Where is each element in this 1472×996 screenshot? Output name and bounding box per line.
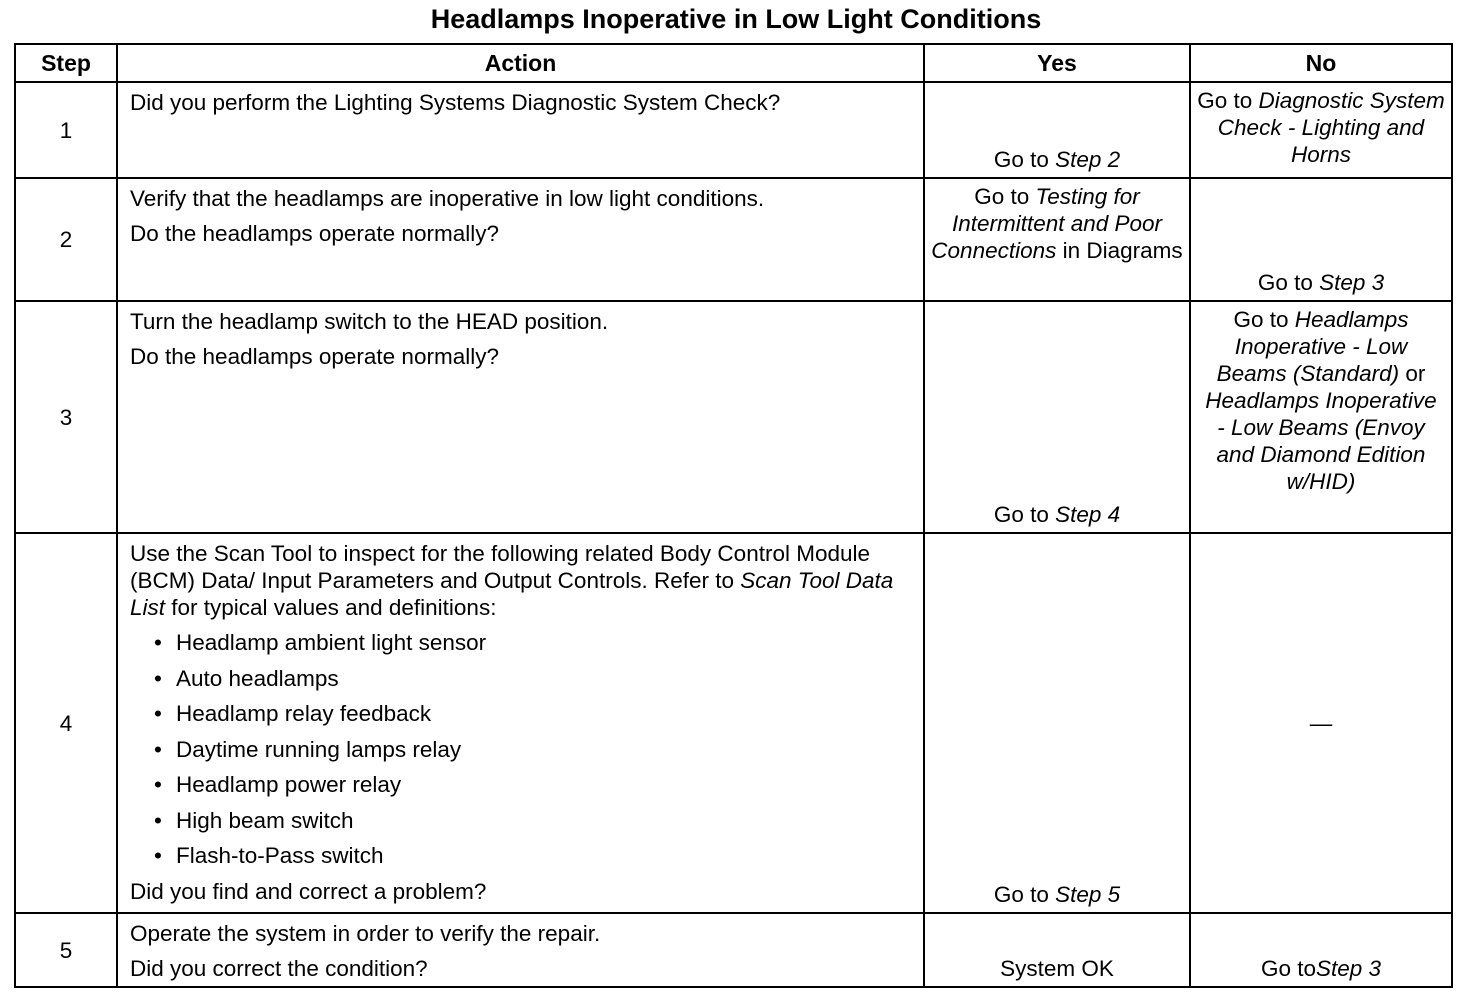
yes-cell <box>924 82 1190 178</box>
action-question: Do the headlamps operate normally? <box>130 344 499 369</box>
no-cell <box>1190 533 1452 913</box>
no-prefix: Go to <box>1257 270 1320 295</box>
action-text-part: Use the Scan Tool to inspect for the following related Body Control Module (BCM) Data/ Input Parameters and Output Controls. Refer to <box>130 541 871 593</box>
action-cell <box>117 82 924 178</box>
header-no: No <box>1190 44 1452 82</box>
yes-cell <box>924 533 1190 913</box>
no-prefix: Go to <box>1197 88 1259 113</box>
action-cell <box>117 533 924 913</box>
no-result <box>1194 306 1448 495</box>
yes-suffix: in Diagrams <box>1056 238 1183 263</box>
action-text-part: for typical values and definitions: <box>165 595 497 620</box>
action-cell <box>117 301 924 533</box>
yes-prefix: Go to <box>993 147 1056 172</box>
no-result <box>1194 955 1448 982</box>
action-question: Did you correct the condition? <box>130 956 428 981</box>
table-row <box>15 533 1452 913</box>
list-item: • Headlamp power relay <box>152 771 911 798</box>
no-cell <box>1190 178 1452 301</box>
no-result: — <box>1309 710 1333 736</box>
step-link[interactable]: Step 3 <box>1319 270 1385 295</box>
action-cell <box>117 913 924 987</box>
action-text: Did you perform the Lighting Systems Diagnostic System Check? <box>130 90 781 115</box>
no-result <box>1194 269 1448 296</box>
page-title: Headlamps Inoperative in Low Light Conditions <box>430 4 1042 34</box>
header-step: Step <box>15 44 117 82</box>
action-text: Operate the system in order to verify the repair. <box>130 921 601 946</box>
procedure-link[interactable]: Diagnostic System Check - Lighting and Horns <box>1217 88 1445 167</box>
yes-result <box>928 501 1186 528</box>
step-link[interactable]: Step 2 <box>1055 147 1121 172</box>
no-cell <box>1190 301 1452 533</box>
parameter-list <box>130 629 911 869</box>
table-header-row <box>15 44 1452 82</box>
no-prefix: Go to <box>1233 307 1295 332</box>
no-conjunction: or <box>1399 361 1426 386</box>
procedure-link[interactable]: Headlamps Inoperative - Low Beams (Standard) <box>1216 307 1409 386</box>
yes-result: System OK <box>1000 956 1114 981</box>
yes-result <box>928 146 1186 173</box>
list-item: • High beam switch <box>152 807 911 834</box>
no-cell <box>1190 82 1452 178</box>
yes-cell <box>924 301 1190 533</box>
yes-prefix: Go to <box>993 882 1056 907</box>
table-row <box>15 82 1452 178</box>
step-link[interactable]: Step 3 <box>1315 956 1382 981</box>
action-question: Did you find and correct a problem? <box>130 878 487 904</box>
action-text: Verify that the headlamps are inoperative in low light conditions. <box>130 186 765 211</box>
table-row <box>15 178 1452 301</box>
procedure-link[interactable]: Headlamps Inoperative - Low Beams (Envoy and Diamond Edition w/HID) <box>1205 388 1437 494</box>
step-link[interactable]: Step 5 <box>1055 882 1121 907</box>
list-item: • Daytime running lamps relay <box>152 736 911 763</box>
no-cell <box>1190 913 1452 987</box>
step-number: 1 <box>15 82 117 178</box>
diagnostic-table <box>14 43 1453 988</box>
action-question: Do the headlamps operate normally? <box>130 221 499 246</box>
header-action: Action <box>117 44 924 82</box>
step-number: 2 <box>15 178 117 301</box>
list-item: • Flash-to-Pass switch <box>152 842 911 869</box>
procedure-link[interactable]: Scan Tool Data List <box>130 568 894 620</box>
action-cell <box>117 178 924 301</box>
table-row <box>15 301 1452 533</box>
step-number: 3 <box>15 301 117 533</box>
table-row <box>15 913 1452 987</box>
action-text: Turn the headlamp switch to the HEAD position. <box>130 309 609 334</box>
no-prefix: Go to <box>1260 956 1316 981</box>
yes-result <box>928 183 1186 264</box>
list-item: • Headlamp ambient light sensor <box>152 629 911 656</box>
yes-cell <box>924 913 1190 987</box>
step-number: 4 <box>15 533 117 913</box>
list-item: • Auto headlamps <box>152 665 911 692</box>
yes-result <box>928 881 1186 908</box>
yes-cell <box>924 178 1190 301</box>
yes-prefix: Go to <box>974 184 1036 209</box>
no-result <box>1194 87 1448 168</box>
yes-prefix: Go to <box>993 502 1056 527</box>
procedure-link[interactable]: Testing for Intermittent and Poor Connections <box>931 184 1163 263</box>
header-yes: Yes <box>924 44 1190 82</box>
step-link[interactable]: Step 4 <box>1055 502 1121 527</box>
action-text <box>130 540 911 621</box>
list-item: • Headlamp relay feedback <box>152 700 911 727</box>
step-number: 5 <box>15 913 117 987</box>
